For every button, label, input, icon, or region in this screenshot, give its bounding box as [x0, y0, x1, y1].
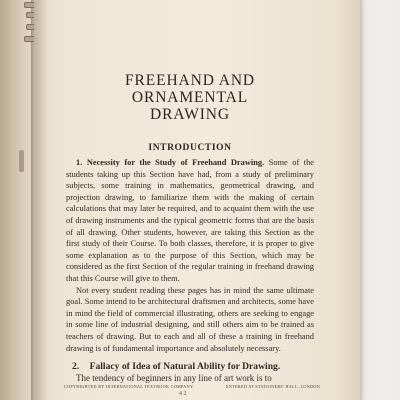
page-title-line-1: FREEHAND AND ORNAMENTAL: [124, 72, 256, 106]
page-title-line-2: DRAWING: [150, 106, 230, 123]
footer-right: ENTERED AT STATIONERS' HALL, LONDON: [225, 384, 320, 389]
footer-left: COPYRIGHTED BY INTERNATIONAL TEXTBOOK COMPANY.: [64, 384, 195, 389]
section-2-paragraph-start: The tendency of beginners in any line of art work is to: [76, 373, 272, 384]
section-1-paragraph-2: Not every student reading these pages has in mind the same ultimate goal. Some intend to be architectural draftsmen and architects, some have in mind the field of commercial illustrating, others are seeking to engage in some line of industrial designing, and still others aim to be trained as teachers of drawing. But to each and all of these a training in freehand drawing is of fundamental importance and absolutely necessary.: [66, 285, 314, 353]
section-1-heading: Necessity for the Study of Freehand Drawing.: [86, 158, 265, 167]
section-1-paragraph-1: [66, 157, 314, 285]
section-2-number: 2.: [72, 361, 80, 373]
page-content: [66, 72, 314, 384]
section-1-text-1: Some of the students taking up this Section have had, from a study of preliminary subjects, some training in mathematics, geometrical drawing, and projection drawing, to familiarize them with the making of certain calculations that may later be required, and to acquaint them with the use of drawing instruments and the typical geometric forms that are the basis of all drawing. Other students, however, are taking this Section as the first study of their Course. To both classes, therefore, it is proper to give some explanation as to the purpose of this Section, which may be considered as the first Section of the regular training in freehand drawing that this Course will give to them.: [66, 158, 315, 283]
section-2-heading: Fallacy of Idea of Natural Ability for Drawing.: [89, 361, 281, 373]
page-fold-shadow: [34, 0, 48, 400]
section-heading: INTRODUCTION: [148, 143, 232, 153]
section-2-heading-line: [66, 361, 314, 373]
table-background: [355, 0, 400, 400]
section-1-number: 1.: [76, 158, 83, 167]
copyright-footer: [64, 384, 320, 389]
page-number: 4 2: [179, 391, 187, 397]
book-spine: [0, 0, 32, 400]
binding-mark: [19, 150, 24, 172]
